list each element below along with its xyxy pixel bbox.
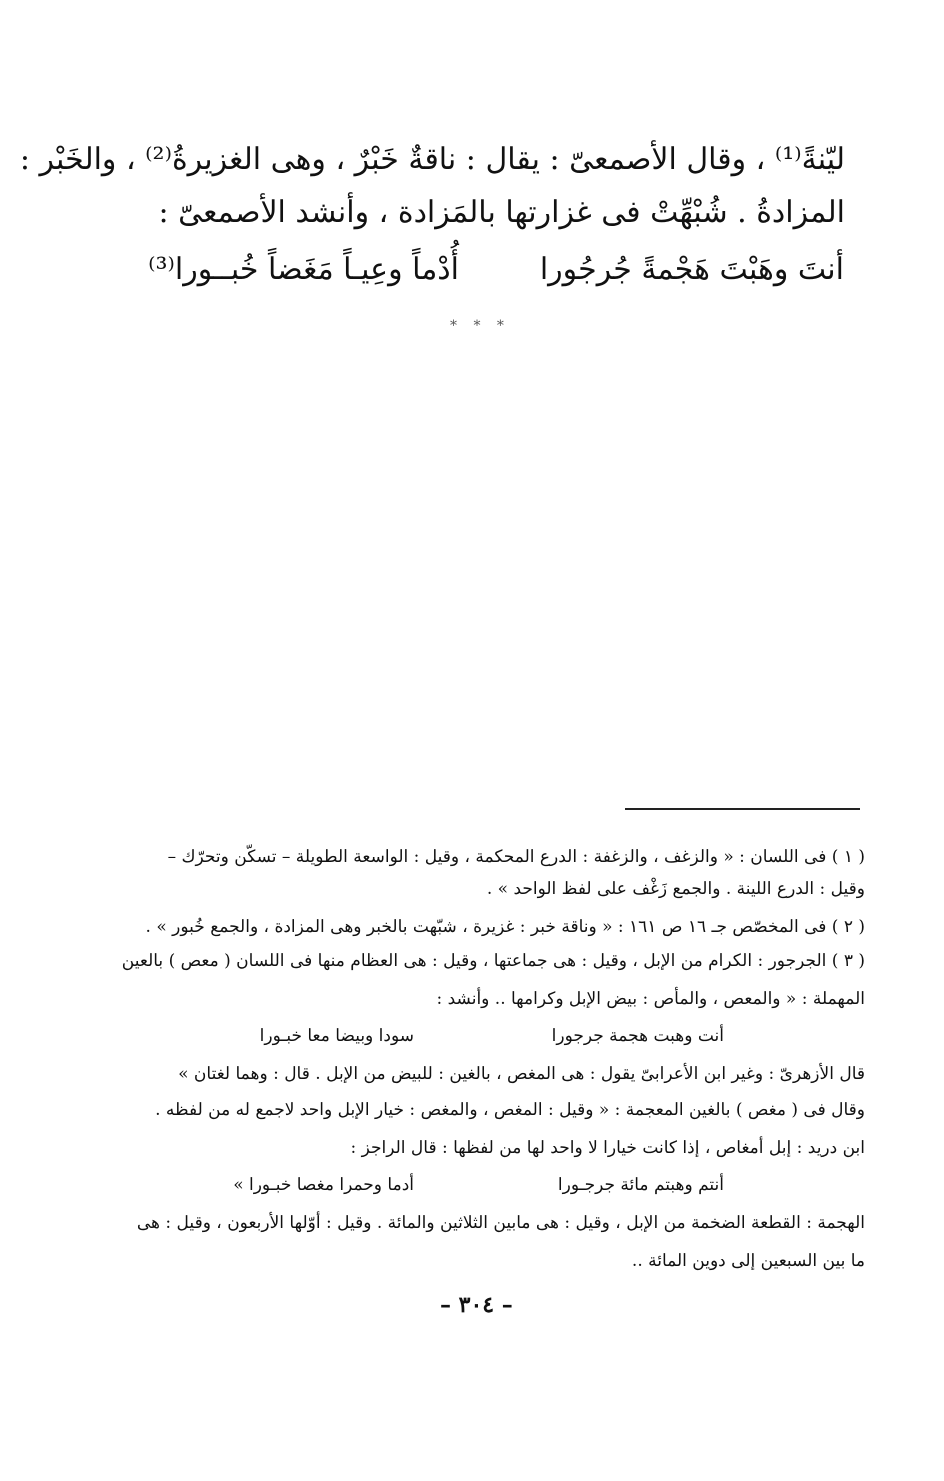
footnote-line: الهجمة : القطعة الضخمة من الإبل ، وقيل : هى مابين الثلاثين والمائة . وقيل : أوّلها الأربعون ، وقيل : هى bbox=[136, 1213, 865, 1233]
page-number: – ٣٠٤ – bbox=[440, 1292, 513, 1318]
footnote-line: ابن دريد : إبل أمغاص ، إذا كانت خيارا لا واحد لها من لفظها : قال الراجز : bbox=[350, 1138, 865, 1158]
footnote-line: وقال فى ( مغص ) بالغين المعجمة : « وقيل : المغص ، والمغص : خيار الإبل واحد لاجمع له من لفظه . bbox=[155, 1100, 865, 1120]
footnote-line: ( ٢ ) فى المخصّص جـ ١٦ ص ١٦١ : « وناقة خبر : غزيرة ، شبّهت بالخبر وهى المزادة ، والجمع خُبور » . bbox=[145, 917, 865, 937]
footnote-verse-1-second: سودا وبيضا معا خبـورا bbox=[259, 1026, 414, 1046]
verse-first-hemistich: أنتَ وهَبْتَ هَجْمةً جُرجُورا bbox=[539, 252, 844, 287]
section-separator: * * * bbox=[450, 318, 510, 334]
footnote-verse-2-second: أدما وحمرا مغصا خبـورا » bbox=[233, 1175, 414, 1195]
footnote-line: ( ١ ) فى اللسان : « والزغف ، والزغفة : الدرع المحكمة ، وقيل : الواسعة الطويلة – تسكّن وتحرّك – bbox=[167, 847, 865, 867]
verse-second-hemistich: أُدْماً وعِيـاً مَغَضاً خُبــورا⁽³⁾ bbox=[148, 252, 459, 287]
footnote-line: ( ٣ ) الجرجور : الكرام من الإبل ، وقيل : هى جماعتها ، وقيل : هى العظام منها فى اللسان ( معص ) بالعين bbox=[121, 951, 865, 971]
main-line-2: المزادةُ . شُبْهِّتْ فى غزارتها بالمَزادة ، وأنشد الأصمعىّ : bbox=[158, 195, 845, 230]
footnote-line: وقيل : الدرع اللينة . والجمع زَغْف على لفظ الواحد » . bbox=[486, 879, 865, 899]
footnote-line: قال الأزهرىّ : وغير ابن الأعرابىّ يقول : هى المغص ، بالغين : للبيض من الإبل . قال : وهما لغتان » bbox=[178, 1064, 865, 1084]
footnote-rule bbox=[625, 808, 860, 810]
footnote-line: ما بين السبعين إلى دوين المائة .. bbox=[631, 1251, 865, 1271]
footnote-verse-1-first: أنت وهبت هجمة جرجورا bbox=[551, 1026, 724, 1046]
footnote-verse-2-first: أنتم وهبتم مائة جرجـورا bbox=[557, 1175, 724, 1195]
main-line-1: ليّنةً⁽¹⁾ ، وقال الأصمعىّ : يقال : ناقةٌ خَبْرٌ ، وهى الغزيرةُ⁽²⁾ ، والخَبْر : bbox=[19, 142, 845, 177]
footnote-line: المهملة : « والمعص ، والمأص : بيض الإبل وكرامها .. وأنشد : bbox=[436, 989, 865, 1009]
